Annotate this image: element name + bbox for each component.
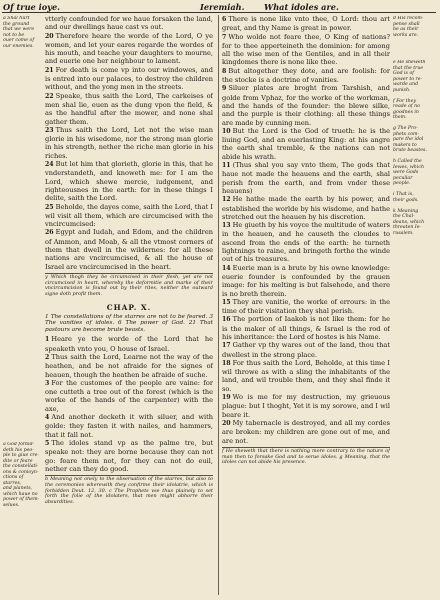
verse-number: 25 [45, 203, 54, 211]
verse-text: They are vanitie, the worke of errours: in the time of their visitation they shal perish. [222, 297, 390, 316]
chapter-heading: CHAP. X. [106, 302, 152, 312]
verse-number: 19 [222, 394, 231, 402]
margin-note-line: ons & conioyn- [3, 469, 39, 475]
margin-note-line: people. [393, 181, 411, 186]
verse-number: 5 [45, 439, 50, 447]
verse [45, 126, 213, 160]
verse-number: 16 [222, 316, 231, 324]
verse-text: He giueth by his voyce the multitude of waters in the heauen, and he causeth the cloudes to ascend from the ends of the earth: he turneth lightnings to raine, and bringeth forthe the winde out of his treasures. [222, 221, 390, 264]
verse-text: For thus saith the Lord, Beholde, at this time I wil throwe as with a sling the inhabitants of the land, and wil trouble them, and they shal finde it so. [222, 358, 390, 393]
header-center: Ieremiah. [200, 2, 245, 12]
verse-text: And another decketh it with siluer, and with golde: they fasten it with nailes, and hammers, that it fall not. [45, 413, 213, 439]
margin-note-line: power of them- [3, 497, 40, 502]
verse-number: 18 [222, 359, 231, 367]
verse-text: Siluer plates are broght from Tarshish, and golde from Vphaz, for the worke of the workman, and the hands of the founder: the blewe silke, and the purple is their clothing: all these things are made by cunning men. [222, 84, 390, 127]
verse [45, 413, 213, 439]
footnote-block: f He sheweth that there is nothing more contrary to the nature of man then to forsake God and to serue idoles. g Meaning, that the idoles can not abide his presence. [222, 447, 390, 466]
verse [45, 160, 213, 202]
verse [222, 315, 390, 341]
margin-note-line: deans, which [393, 219, 425, 225]
verse-number: 17 [222, 342, 231, 350]
margin-note-line: the constellati- [3, 464, 39, 469]
verse [222, 359, 390, 393]
margin-note-line: God is of [393, 71, 415, 76]
left-margin-notes-top [3, 16, 43, 49]
column-divider [218, 15, 219, 595]
margin-note-line: f For they [393, 98, 417, 104]
header-right: What idoles are. [264, 2, 339, 12]
footnote-block: y Which thogh they be circumcised in their flesh, yet are not circumcised in heart, whereby the deformitie and marke of their vncircumcision is found out by their rites, neither the outward signe doth profit them. [45, 273, 213, 298]
verse [222, 67, 390, 85]
verse [222, 393, 390, 419]
verse [45, 353, 213, 379]
verse [222, 195, 390, 221]
verse [45, 439, 213, 473]
verse-text: But let him that glorieth, glorie in this, that he vnderstandeth, and knoweth me: for I am the Lord, which shewe mercie, iudgement, and righteousnes in the earth: for in these things I delite, saith the Lord. [45, 160, 213, 203]
margin-note-line: reade of no [393, 104, 420, 109]
verse [222, 84, 390, 126]
margin-note-line: k Meaning [393, 208, 419, 214]
verse-number: 4 [45, 414, 50, 422]
verse-group-chapter-10 [45, 335, 213, 473]
right-text-column [222, 15, 390, 595]
verse-number: 23 [45, 126, 54, 134]
margin-note-line: be as their [393, 27, 419, 32]
verse-number: 21 [45, 66, 54, 74]
verse [45, 32, 213, 66]
margin-note-line: their gods. [393, 197, 419, 203]
margin-note-line: peculiar [393, 175, 413, 181]
verse-group-chapter-9 [45, 15, 213, 271]
verse-text: Heare ye the worde of the Lord that he speaketh vnto you, O house of Israel. [45, 335, 213, 353]
verse-number: 11 [222, 162, 231, 170]
margin-note-line: power to re- [393, 76, 423, 82]
verse-text: Thus saith the Lord, Let not the wise man glorie in his wisedome, nor the strong man glorie in his strength, nether the riche man glorie in his riches. [45, 125, 213, 160]
verse-text: Gather vp thy wares out of the land, thou that dwellest in the strong place. [222, 341, 390, 359]
margin-note-line: ple to giue cre- [3, 453, 39, 458]
margin-note-line: and planets, [3, 486, 33, 491]
verse-number: 15 [222, 298, 231, 306]
verse-text: Egypt and Iudah, and Edom, and the children of Ammon, and Moab, & all the vtmost corners of them that dwell in the wildernes: for all these nations are vncircumcised, & all the house of Israel are vncircumcised in the heart. [45, 228, 213, 271]
verse [45, 228, 213, 270]
verse [45, 92, 213, 126]
verse-text: vtterly confounded for we haue forsaken the land, and our dwellings haue cast vs out. [45, 15, 213, 32]
verse [45, 335, 213, 353]
header-rule [2, 12, 436, 13]
margin-note-line: makers to [393, 142, 417, 148]
margin-note-line: threaten Ie- [393, 225, 422, 230]
chapter-summary: 1 The constellations of the starres are not to be feared. 3 The vanities of idoles. 6 The power of God. 21 That pastours are become brute beasts. [45, 313, 213, 333]
verse-number: 26 [45, 229, 54, 237]
verse [222, 341, 390, 359]
verse-text: Thus saith the Lord, Learne not the way of the heathen, and be not afraide for the signes of heauen, though the heathen be afraide of suche. [45, 352, 213, 379]
margin-note-line: i That is, [393, 192, 414, 197]
verse-text: For the customes of the people are vaine: for one cutteth a tree out of the forest (which is the worke of the hands of the carpenter) with the axe, [45, 378, 213, 413]
margin-note-line: Iewes, which [393, 164, 424, 170]
verse [222, 221, 390, 263]
margin-note-line: them. [393, 115, 407, 120]
margin-note-line: ctions of starres, [3, 475, 24, 486]
verse [45, 66, 213, 92]
verse [45, 203, 213, 229]
verse-number: 10 [222, 127, 231, 135]
verse-text: For death is come vp into our windowes, and is entred into our palaces, to destroy the children without, and the yong men in the streets. [45, 65, 213, 92]
verse [222, 264, 390, 298]
margin-note-line: that we were [3, 27, 35, 32]
margin-note-line: g The Pro- [393, 126, 418, 131]
verse-number: 13 [222, 222, 231, 230]
right-margin-notes-body [393, 60, 437, 236]
verse-text: There is none like vnto thee, O Lord: thou art great, and thy Name is great in power. [222, 15, 390, 33]
margin-note-line: goodnes in [393, 109, 419, 115]
verse [45, 379, 213, 413]
margin-note-line: pare the idol [393, 137, 424, 142]
margin-note-line: selues. [3, 502, 20, 508]
verse-number: 8 [222, 67, 227, 75]
left-text-column [45, 15, 213, 595]
verse-number: 22 [45, 92, 54, 100]
verse-number: 9 [222, 85, 227, 93]
verse-text: Who wolde not feare thee, O King of nations? for to thee apperteineth the dominion: for among all the wise men of the Gentiles, and in all their kingdomes there is none like thee. [222, 32, 390, 67]
verse-text: But the Lord is the God of trueth: he is the liuing God, and an euerlasting King: at his angre the earth shal tremble, & the nations can not abide his wrath. [222, 126, 390, 161]
verse-group-chapter-10-continued [222, 15, 390, 445]
margin-note-line: h Called the [393, 159, 422, 164]
margin-note-line: warde and [393, 82, 419, 87]
verse-text: My tabernacle is destroyed, and all my cordes are broken: my children are gone out of me, and are not. [222, 418, 390, 445]
verse [222, 419, 390, 445]
verse-number: 7 [222, 33, 227, 41]
verse-text: But altogether they dote, and are foolish: for the stocke is a doctrine of vanities. [222, 66, 390, 85]
verse [45, 15, 213, 32]
margin-note-line: the ground [3, 21, 30, 27]
margin-note-line: brute beastes. [393, 148, 427, 153]
margin-note-line: which haue no [3, 491, 38, 497]
verse-number: 12 [222, 196, 231, 204]
margin-note-line: that the true [393, 65, 424, 71]
verse [222, 33, 390, 67]
verse-text: The portion of Iaakob is not like them: for he is the maker of all things, & Israel is the rod of his inheritance: the Lord of hostes is his Name. [222, 315, 390, 341]
verse [222, 15, 390, 33]
verse-text: The idoles stand vp as the palme tre, but speake not: they are borne because they can not go: feare them not, for they can not do euil, nether can they do good. [45, 438, 213, 473]
verse-number: 1 [45, 336, 50, 344]
verse [222, 298, 390, 316]
margin-note-line: works are. [393, 32, 419, 38]
verse-text: Speake, thus saith the Lord, The carkeises of men shal lie, euen as the dung vpon the field, & as the handful after the mower, and none shal gather them. [45, 91, 213, 126]
verse-text: (Thus shal you say vnto them, The gods that haue not made the heauens and the earth, shal perish from the earth, and from vnder these heauens) [222, 161, 390, 195]
verse [222, 127, 390, 161]
header-left: Of true ioye. [3, 2, 61, 12]
margin-note-line: pense shall [393, 21, 420, 27]
margin-note-line: ouer come of [3, 38, 35, 43]
verse-number: 20 [45, 32, 54, 40]
verse-text: Therefore heare the worde of the Lord, O ye women, and let your eares regarde the wordes of his mouth, and teache your daughters to mourne, and euerie one her neighbour to lament. [45, 31, 213, 66]
verse-number: 2 [45, 353, 50, 361]
margin-note-line: d His recom- [393, 16, 424, 21]
margin-note-line: our enemies. [3, 43, 34, 49]
verse-number: 14 [222, 264, 231, 272]
verse-number: 6 [222, 16, 227, 23]
margin-note-line: were Gods [393, 170, 419, 175]
right-margin-notes-top [393, 16, 437, 38]
verse-text: Beholde, the dayes come, saith the Lord, that I wil visit all them, which are circumcised with the vncircumcised: [45, 202, 213, 229]
verse-number: 3 [45, 379, 50, 387]
margin-note-line: rusalem. [393, 230, 414, 236]
margin-note-line: not to be [3, 32, 25, 38]
verse [222, 161, 390, 195]
verse-number: 24 [45, 161, 54, 169]
margin-note-line: dite or feare [3, 458, 33, 464]
margin-note-line: the Chal- [393, 214, 415, 219]
verse-text: Wo is me for my destruction, my grieuous plague: but I thoght, Yet it is my sorowe, and I wil beare it. [222, 393, 390, 419]
margin-note-line: e He sheweth [393, 60, 426, 65]
verse-number: 20 [222, 419, 231, 427]
verse-text: He hathe made the earth by his power, and established the worlde by his wisdome, and hathe stretched out the heauen by his discretion. [222, 195, 390, 221]
verse-text: Euerie man is a brute by his owne knowledge: euerie founder is confounded by the grauen image: for his melting is but falsehode, and there is no breth therein. [222, 263, 390, 298]
margin-note-line: punish. [393, 87, 411, 93]
margin-note-line: phets com- [393, 131, 420, 137]
left-margin-notes-bottom [3, 442, 43, 508]
margin-note-line: a Shal hurt [3, 16, 30, 21]
footnote-block: b Meaning not onely to the obseruation of the starres, but also to the ceremonies wherewith they confirme their idolatrie, which is forbidden Deut. 12, 30. c The Prophets vse thus plainely to set forth the folie of the idolaters, that men might abhorre their absurdities. [45, 476, 213, 505]
margin-note-line: a God forbid- [3, 442, 35, 447]
margin-note-line: deth his peo- [3, 447, 34, 453]
